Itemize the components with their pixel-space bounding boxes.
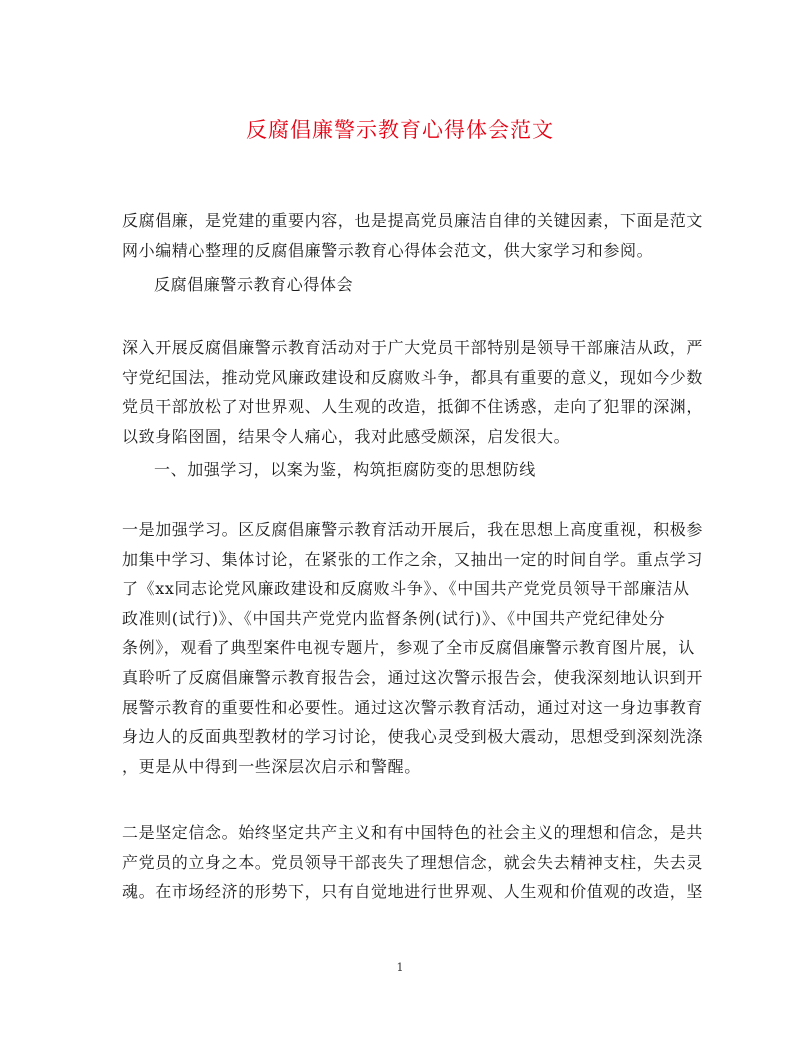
page-number: 1 (396, 961, 404, 974)
paragraph-line: 二是坚定信念。始终坚定共产主义和有中国特色的社会主义的理想和信念，是共 (122, 823, 704, 842)
document-title: 反腐倡廉警示教育心得体会范文 (246, 118, 554, 142)
section-heading-text: 一、加强学习，以案为鉴，构筑拒腐防变的思想防线 (154, 460, 536, 479)
paragraph-line: 加集中学习、集体讨论，在紧张的工作之余，又抽出一定的时间自学。重点学习 (122, 549, 704, 569)
paragraph-line: 身边人的反面典型教材的学习讨论，使我心灵受到极大震动，思想受到深刻洗涤 (122, 727, 704, 747)
paragraph-line: 党员干部放松了对世界观、人生观的改造，抵御不住诱惑，走向了犯罪的深渊， (122, 397, 704, 417)
paragraph-2 (122, 515, 704, 781)
intro-line: 网小编精心整理的反腐倡廉警示教育心得体会范文，供大家学习和参阅。 (122, 240, 654, 260)
subtitle-paragraph (122, 270, 678, 300)
section-heading-1 (122, 455, 678, 485)
paragraph-3 (122, 818, 704, 907)
intro-line: 反腐倡廉，是党建的重要内容，也是提高党员廉洁自律的关键因素，下面是范文 (122, 211, 704, 230)
paragraph-line: 以致身陷囹圄，结果令人痛心，我对此感受颇深，启发很大。 (122, 426, 571, 446)
paragraph-line: 魂。在市场经济的形势下，只有自觉地进行世界观、人生观和价值观的改造，坚 (122, 882, 704, 902)
paragraph-line: 了《xx同志论党风廉政建设和反腐败斗争》、《中国共产党党员领导干部廉洁从 (122, 579, 690, 599)
paragraph-line: 条例》，观看了典型案件电视专题片，参观了全市反腐倡廉警示教育图片展，认 (122, 638, 696, 658)
paragraph-line: ，更是从中得到一些深层次启示和警醒。 (122, 756, 421, 776)
paragraph-1 (122, 333, 704, 451)
paragraph-line: 展警示教育的重要性和必要性。通过这次警示教育活动，通过对这一身边事教育 (122, 697, 704, 717)
paragraph-line: 一是加强学习。区反腐倡廉警示教育活动开展后，我在思想上高度重视，积极参 (122, 520, 704, 539)
paragraph-line: 产党员的立身之本。党员领导干部丧失了理想信念，就会失去精神支柱，失去灵 (122, 852, 704, 872)
paragraph-line: 真聆听了反腐倡廉警示教育报告会，通过这次警示报告会，使我深刻地认识到开 (122, 667, 704, 687)
paragraph-line: 守党纪国法，推动党风廉政建设和反腐败斗争，都具有重要的意义，现如今少数 (122, 367, 704, 387)
paragraph-line: 政准则(试行)》、《中国共产党党内监督条例(试行)》、《中国共产党纪律处分 (122, 608, 666, 628)
paragraph-line: 深入开展反腐倡廉警示教育活动对于广大党员干部特别是领导干部廉洁从政，严 (122, 338, 704, 357)
document-subtitle: 反腐倡廉警示教育心得体会 (154, 275, 354, 294)
intro-paragraph (122, 206, 704, 265)
